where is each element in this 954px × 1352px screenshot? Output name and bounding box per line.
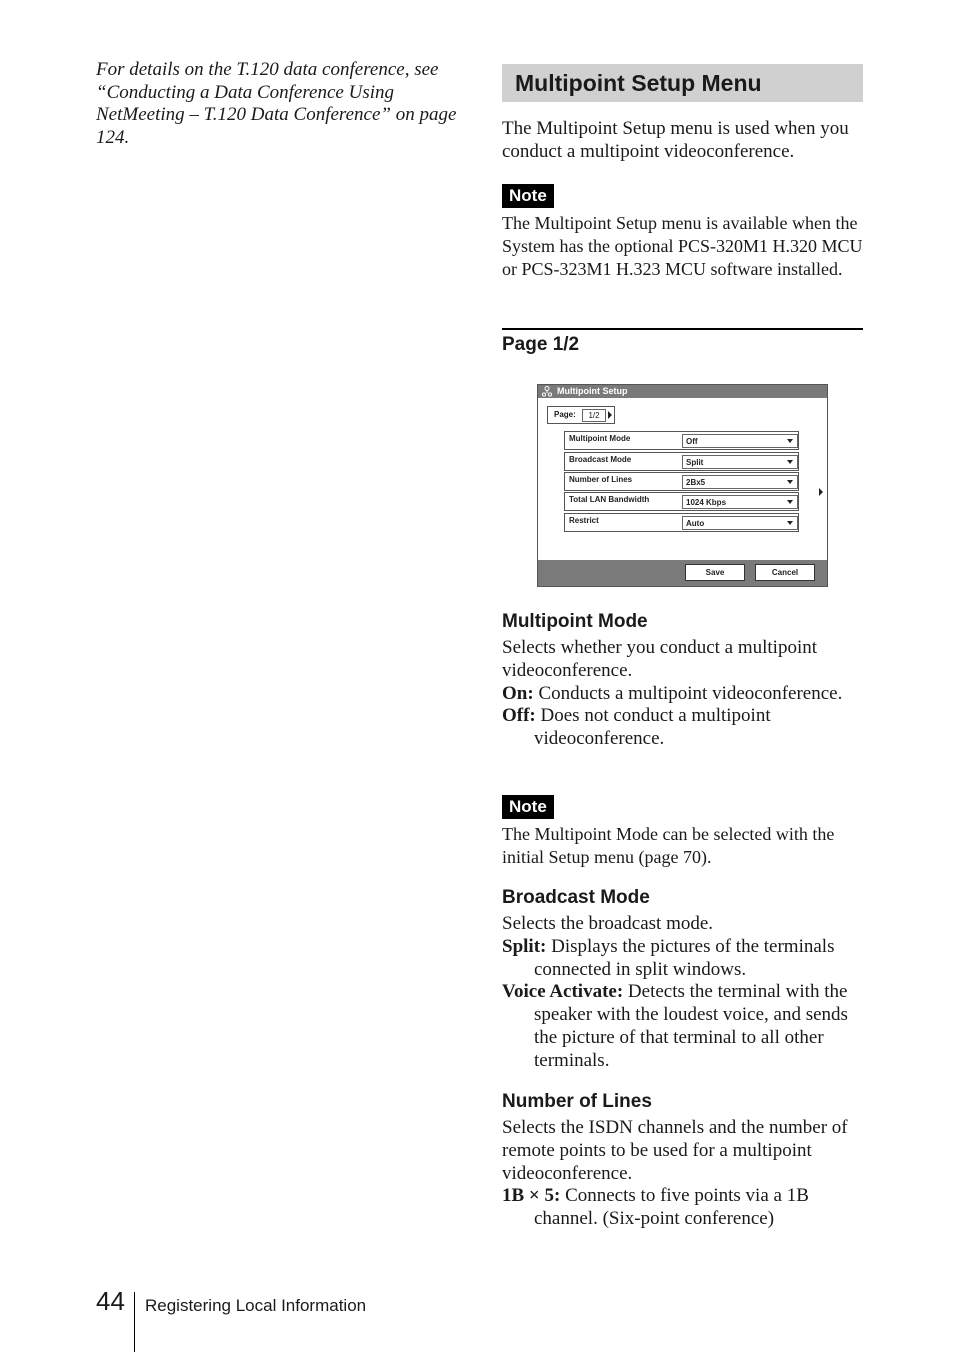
multipoint-mode-select[interactable] (682, 434, 798, 448)
multipoint-mode-section (502, 637, 867, 751)
next-page-arrow-icon[interactable] (819, 488, 823, 496)
number-of-lines-select[interactable] (682, 475, 798, 489)
cross-reference-note: For details on the T.120 data conference, see “Conducting a Data Conference Using NetMeeting – T.120 Data Conference” on page 124. (96, 59, 457, 149)
option-term: 1B × 5: (502, 1185, 561, 1207)
select-value: Off (686, 437, 698, 446)
option-description: Displays the pictures of the terminals connected in split windows. (534, 935, 835, 980)
setting-label: Total LAN Bandwidth (569, 495, 650, 504)
setting-row-multipoint-mode (564, 431, 799, 450)
setting-label: Restrict (569, 516, 599, 525)
total-lan-bandwidth-select[interactable] (682, 495, 798, 509)
page-heading: Page 1/2 (502, 334, 580, 355)
dialog-footer (538, 560, 827, 586)
option-description: Does not conduct a multipoint videoconference. (534, 705, 771, 750)
page-selector[interactable] (547, 406, 615, 424)
chevron-down-icon (787, 480, 793, 484)
page-divider (502, 328, 863, 330)
note-badge: Note (502, 795, 554, 819)
option-term: Voice Activate: (502, 981, 624, 1003)
option-voice-activate (502, 981, 867, 1072)
option-term: Split: (502, 935, 547, 957)
number-of-lines-description: Selects the ISDN channels and the number of remote points to be used for a multipoint videoconference. (502, 1117, 848, 1184)
setting-row-total-lan-bandwidth (564, 492, 799, 511)
page-selector-value: 1/2 (582, 409, 606, 422)
setting-row-restrict (564, 513, 799, 532)
dialog-title: Multipoint Setup (557, 386, 628, 396)
option-term: Off: (502, 705, 536, 727)
setting-row-number-of-lines (564, 472, 799, 491)
cancel-button[interactable]: Cancel (755, 564, 815, 581)
select-value: Split (686, 458, 704, 467)
multipoint-setup-dialog (537, 384, 828, 587)
option-1bx5 (502, 1185, 867, 1231)
footer-divider (134, 1292, 135, 1352)
setting-row-broadcast-mode (564, 452, 799, 471)
note-text-2: The Multipoint Mode can be selected with the initial Setup menu (page 70). (502, 824, 835, 867)
option-off (502, 705, 867, 751)
page-next-arrow-icon[interactable] (608, 411, 612, 419)
heading-multipoint-mode: Multipoint Mode (502, 611, 648, 632)
save-button[interactable]: Save (685, 564, 745, 581)
number-of-lines-section (502, 1117, 867, 1231)
option-term: On: (502, 682, 534, 704)
footer-section-label: Registering Local Information (145, 1296, 367, 1315)
multipoint-mode-description: Selects whether you conduct a multipoint videoconference. (502, 637, 818, 681)
note-text-1: The Multipoint Setup menu is available when the System has the optional PCS-320M1 H.320 MCU or PCS-323M1 H.323 MCU software installed. (502, 213, 863, 279)
heading-broadcast-mode: Broadcast Mode (502, 887, 650, 908)
dialog-titlebar (538, 385, 827, 398)
select-value: Auto (686, 519, 705, 528)
broadcast-mode-section (502, 913, 867, 1073)
option-split (502, 936, 867, 982)
select-value: 1024 Kbps (686, 498, 727, 507)
chevron-down-icon (787, 460, 793, 464)
option-description: Conducts a multipoint videoconference. (538, 682, 843, 704)
intro-paragraph: The Multipoint Setup menu is used when you conduct a multipoint videoconference. (502, 118, 849, 162)
restrict-select[interactable] (682, 516, 798, 530)
note-badge: Note (502, 184, 554, 208)
option-on (502, 683, 867, 706)
heading-number-of-lines: Number of Lines (502, 1091, 652, 1112)
broadcast-mode-select[interactable] (682, 455, 798, 469)
broadcast-mode-description: Selects the broadcast mode. (502, 913, 714, 934)
setting-label: Multipoint Mode (569, 434, 631, 443)
chevron-down-icon (787, 521, 793, 525)
chevron-down-icon (787, 439, 793, 443)
option-description: Detects the terminal with the speaker with the loudest voice, and sends the picture of that terminal to all other terminals. (534, 981, 848, 1071)
multipoint-setup-icon (542, 386, 552, 397)
page-selector-label: Page: (554, 410, 576, 419)
section-title: Multipoint Setup Menu (515, 70, 762, 96)
setting-label: Broadcast Mode (569, 455, 632, 464)
select-value: 2Bx5 (686, 478, 706, 487)
chevron-down-icon (787, 500, 793, 504)
setting-label: Number of Lines (569, 475, 633, 484)
page-number: 44 (96, 1286, 125, 1316)
option-description: Connects to five points via a 1B channel. (Six-point conference) (534, 1185, 809, 1230)
